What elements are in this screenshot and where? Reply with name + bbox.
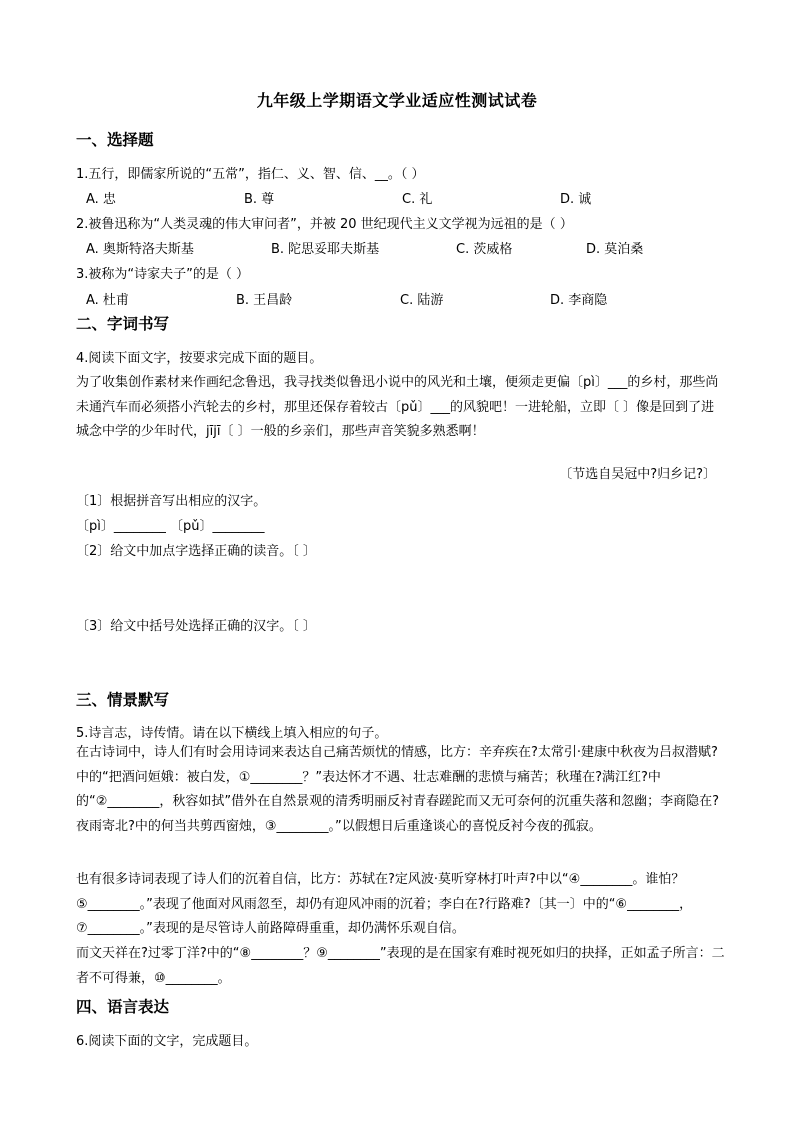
- question-2-option-b: B. 陀思妥耶夫斯基: [271, 242, 380, 257]
- question-5-paragraph-3: 而文天祥在?过零丁洋?中的“⑧________？⑨________”表现的是在国家有难时视死如归的抉择，正如孟子所言：二者不可得兼，⑩________。: [76, 946, 725, 986]
- question-1-option-b: B. 尊: [244, 192, 275, 207]
- question-4-sub3: 〔3〕给文中括号处选择正确的汉字。〔 〕: [76, 619, 316, 634]
- question-3-stem: 3.被称为“诗家夫子”的是（ ）: [76, 267, 250, 282]
- exam-title: 九年级上学期语文学业适应性测试试卷: [256, 91, 538, 110]
- section-heading-recitation: 三、情景默写: [76, 691, 170, 709]
- question-2-option-a: A. 奥斯特洛夫斯基: [86, 242, 194, 257]
- section-heading-choice: 一、选择题: [76, 131, 154, 149]
- question-1-option-a: A. 忠: [86, 192, 116, 207]
- section-heading-writing: 二、字词书写: [76, 315, 170, 333]
- question-3-option-c: C. 陆游: [400, 293, 444, 308]
- question-2-option-d: D. 莫泊桑: [586, 242, 644, 257]
- question-4-passage: 为了收集创作素材来作画纪念鲁迅，我寻找类似鲁迅小说中的风光和土壤，便须走更偏〔pì〕___的乡村，那些尚未通汽车而必须搭小汽轮去的乡村，那里还保存着较古〔pǔ〕___的风貌吧！一进轮船，立即〔 〕像是回到了进城念中学的少年时代，jījī〔 〕一般的乡亲们，那些声音笑貌多熟悉啊！: [76, 375, 719, 439]
- question-5-stem: 5.诗言志，诗传情。请在以下横线上填入相应的句子。: [76, 726, 388, 741]
- question-4-sub1-blanks: 〔pì〕________ 〔pǔ〕________: [76, 519, 265, 534]
- question-4-source: 〔节选自吴冠中?归乡记?〕: [559, 467, 716, 482]
- question-3-option-a: A. 杜甫: [86, 293, 129, 308]
- question-3-option-b: B. 王昌龄: [236, 293, 293, 308]
- question-4-sub2: 〔2〕给文中加点字选择正确的读音。〔 〕: [76, 544, 316, 559]
- section-heading-expression: 四、语言表达: [76, 998, 170, 1016]
- question-1-option-c: C. 礼: [402, 192, 433, 207]
- question-1-stem: 1.五行，即儒家所说的“五常”，指仁、义、智、信、__。（ ）: [76, 167, 425, 182]
- question-3-option-d: D. 李商隐: [550, 293, 608, 308]
- question-1-option-d: D. 诚: [560, 192, 592, 207]
- question-5-paragraph-2: 也有很多诗词表现了诗人们的沉着自信，比方：苏轼在?定风波·莫听穿林打叶声?中以“④________。谁怕？⑤________。”表现了他面对风雨忽至，却仍有迎风冲雨的沉着；李白在?行路难?〔其一〕中的“⑥________，⑦________。”表现的是尽管诗人前路障碍重重，却仍满怀乐观自信。: [76, 872, 693, 936]
- question-5-paragraph-1: 在古诗词中，诗人们有时会用诗词来表达自己痛苦烦忧的情感，比方：辛弃疾在?太常引·建康中秋夜为吕叔潜赋?中的“把酒问姮娥：被白发，①________？”表达怀才不遇、壮志难酬的悲愤与痛苦；秋瑾在?满江红?中的“②________，秋容如拭”借外在自然景观的清秀明丽反衬青春蹉跎而又无可奈何的沉重失落和忽幽；李商隐在?夜雨寄北?中的何当共剪西窗烛，③________。”以假想日后重逢谈心的喜悦反衬今夜的孤寂。: [76, 745, 720, 834]
- question-2-option-c: C. 茨威格: [456, 242, 513, 257]
- question-4-sub1: 〔1〕根据拼音写出相应的汉字。: [76, 494, 267, 509]
- question-2-stem: 2.被鲁迅称为“人类灵魂的伟大审问者”，并被 20 世纪现代主义文学视为远祖的是（ ）: [76, 217, 573, 232]
- question-6-stem: 6.阅读下面的文字，完成题目。: [76, 1034, 258, 1049]
- question-4-stem: 4.阅读下面文字，按要求完成下面的题目。: [76, 351, 323, 366]
